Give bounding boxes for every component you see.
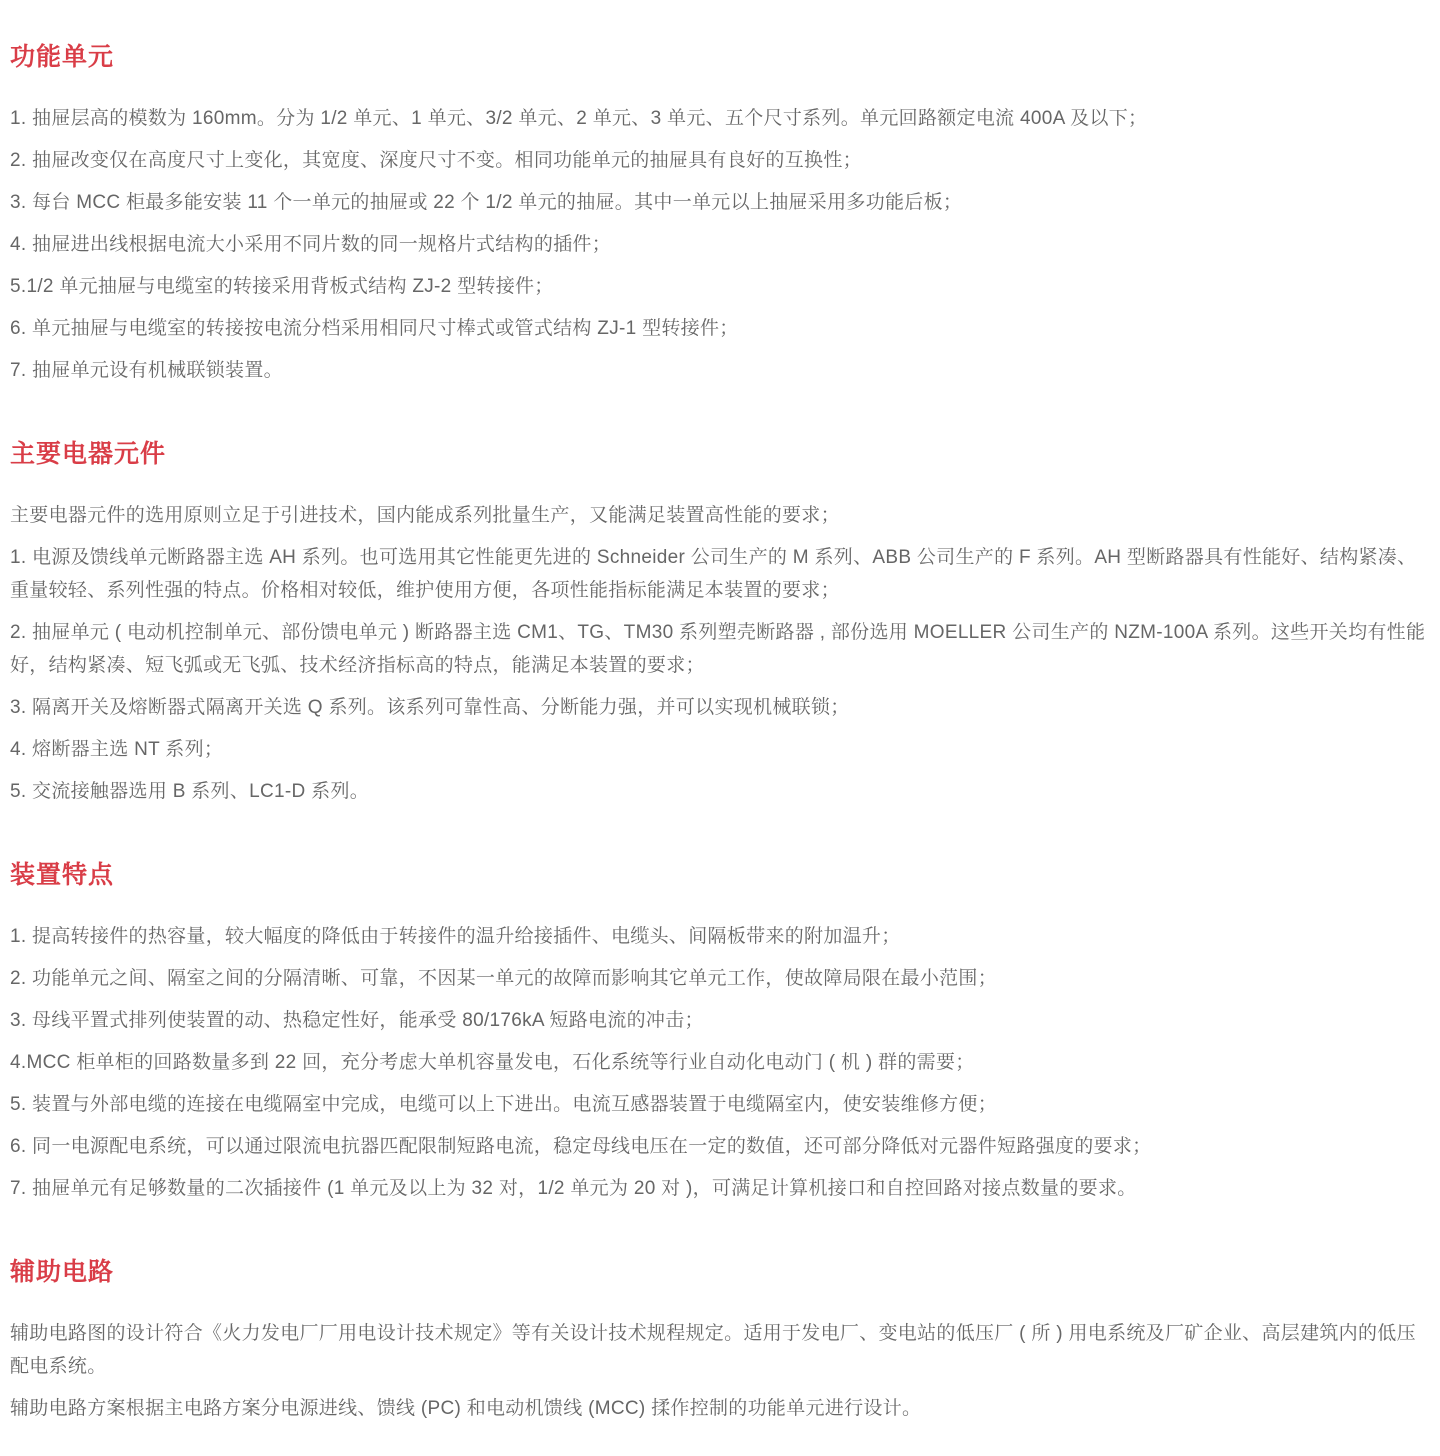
paragraph: 5.1/2 单元抽屉与电缆室的转接采用背板式结构 ZJ-2 型转接件； — [10, 276, 554, 297]
paragraph: 5. 交流接触器选用 B 系列、LC1-D 系列。 — [10, 781, 370, 802]
paragraph: 1. 电源及馈线单元断路器主选 AH 系列。也可选用其它性能更先进的 Schneider 公司生产的 M 系列、ABB 公司生产的 F 系列。AH 型断路器具有性能好、结构紧凑、重量较轻、系列性强的特点。价格相对较低，维护使用方便，各项性能指标能满足本装置的要求； — [10, 547, 1417, 601]
paragraph: 1. 提高转接件的热容量，较大幅度的降低由于转接件的温升给接插件、电缆头、间隔板带来的附加温升； — [10, 926, 901, 947]
paragraph: 辅助电路方案根据主电路方案分电源进线、馈线 (PC) 和电动机馈线 (MCC) 揉作控制的功能单元进行设计。 — [10, 1398, 922, 1419]
paragraph: 3. 隔离开关及熔断器式隔离开关选 Q 系列。该系列可靠性高、分断能力强，并可以实现机械联锁； — [10, 697, 850, 718]
paragraph: 主要电器元件的选用原则立足于引进技术，国内能成系列批量生产，又能满足装置高性能的要求； — [10, 505, 840, 526]
section-title-main-electrical-components: 主要电器元件 — [10, 440, 167, 468]
paragraph: 6. 单元抽屉与电缆室的转接按电流分档采用相同尺寸棒式或管式结构 ZJ-1 型转接件； — [10, 318, 739, 339]
paragraph: 2. 抽屉单元 ( 电动机控制单元、部份馈电单元 ) 断路器主选 CM1、TG、TM30 系列塑壳断路器 , 部份选用 MOELLER 公司生产的 NZM-100A 系列。这些开关均有性能好，结构紧凑、短飞弧或无飞弧、技术经济指标高的特点，能满足本装置的要求； — [10, 622, 1426, 676]
paragraph: 6. 同一电源配电系统，可以通过限流电抗器匹配限制短路电流，稳定母线电压在一定的数值，还可部分降低对元器件短路强度的要求； — [10, 1136, 1152, 1157]
paragraph: 3. 母线平置式排列使装置的动、热稳定性好，能承受 80/176kA 短路电流的冲击； — [10, 1010, 704, 1031]
paragraph: 辅助电路图的设计符合《火力发电厂厂用电设计技术规定》等有关设计技术规程规定。适用于发电厂、变电站的低压厂 ( 所 ) 用电系统及厂矿企业、高层建筑内的低压配电系统。 — [10, 1323, 1416, 1377]
paragraph: 4.MCC 柜单柜的回路数量多到 22 回，充分考虑大单机容量发电，石化系统等行业自动化电动门 ( 机 ) 群的需要； — [10, 1052, 975, 1073]
section-title-functional-units: 功能单元 — [10, 43, 115, 71]
section-functional-units — [10, 42, 1430, 387]
paragraph: 7. 抽屉单元设有机械联锁装置。 — [10, 360, 283, 381]
paragraph: 5. 装置与外部电缆的连接在电缆隔室中完成，电缆可以上下进出。电流互感器装置于电缆隔室内，使安装维修方便； — [10, 1094, 998, 1115]
paragraph: 1. 抽屉层高的模数为 160mm。分为 1/2 单元、1 单元、3/2 单元、2 单元、3 单元、五个尺寸系列。单元回路额定电流 400A 及以下； — [10, 108, 1148, 129]
paragraph: 4. 抽屉进出线根据电流大小采用不同片数的同一规格片式结构的插件； — [10, 234, 612, 255]
section-device-features — [10, 860, 1430, 1205]
section-title-device-features: 装置特点 — [10, 861, 115, 889]
section-main-electrical-components — [10, 439, 1430, 808]
paragraph: 2. 功能单元之间、隔室之间的分隔清晰、可靠，不因某一单元的故障而影响其它单元工作，使故障局限在最小范围； — [10, 968, 998, 989]
section-auxiliary-circuits — [10, 1257, 1430, 1425]
paragraph: 2. 抽屉改变仅在高度尺寸上变化，其宽度、深度尺寸不变。相同功能单元的抽屉具有良好的互换性； — [10, 150, 862, 171]
paragraph: 3. 每台 MCC 柜最多能安装 11 个一单元的抽屉或 22 个 1/2 单元的抽屉。其中一单元以上抽屉采用多功能后板； — [10, 192, 963, 213]
paragraph: 7. 抽屉单元有足够数量的二次插接件 (1 单元及以上为 32 对，1/2 单元为 20 对 )，可满足计算机接口和自控回路对接点数量的要求。 — [10, 1178, 1137, 1199]
section-title-auxiliary-circuits: 辅助电路 — [10, 1258, 115, 1286]
paragraph: 4. 熔断器主选 NT 系列； — [10, 739, 224, 760]
